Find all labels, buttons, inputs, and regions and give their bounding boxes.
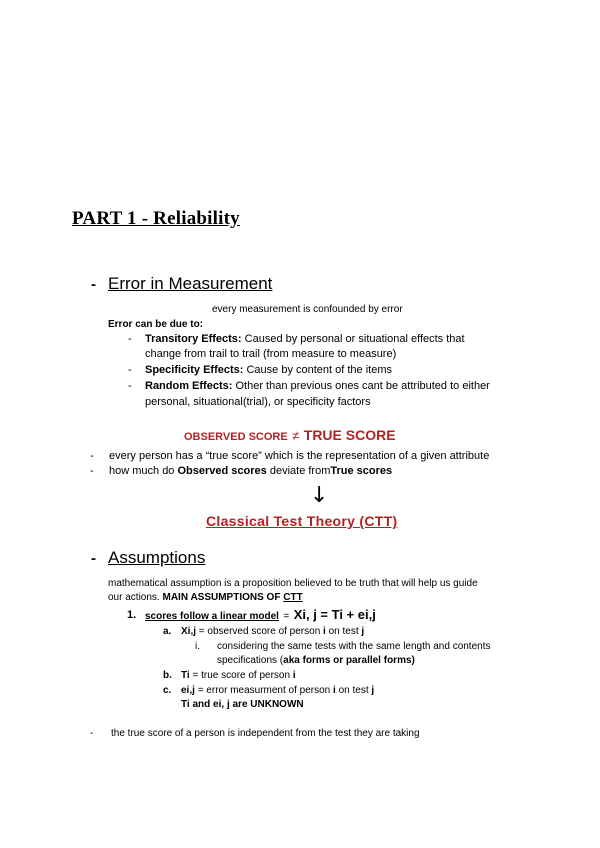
- deviation-pre: how much do: [109, 465, 175, 477]
- observed-vs-true: [184, 427, 396, 445]
- sub-i-text2: specifications (: [217, 655, 284, 666]
- confounded-text: every measurement is confounded by error: [212, 304, 403, 315]
- not-equal-symbol: ≠: [292, 428, 300, 443]
- sub-c-text1: = error measurment of person: [197, 685, 331, 696]
- page-title: PART 1 - Reliability: [72, 208, 240, 229]
- assumption-number: 1.: [127, 609, 137, 621]
- intro-ctt: CTT: [283, 592, 303, 603]
- true-scores-bold: True scores: [330, 465, 393, 477]
- ctt-heading: [192, 513, 397, 529]
- sub-c-label: c.: [163, 685, 172, 696]
- deviation-mid: deviate from: [269, 465, 331, 477]
- sub-a: [181, 626, 364, 637]
- section-heading-error: Error in Measurement: [108, 274, 273, 293]
- sub-c-term: ei,j: [181, 685, 195, 696]
- term-specificity: Specificity Effects:: [145, 364, 244, 376]
- desc-specificity: Cause by content of the items: [246, 364, 393, 376]
- section-dash: -: [91, 550, 96, 567]
- sub-c-j: j: [371, 685, 375, 696]
- true-score-label: TRUE SCORE: [303, 427, 396, 443]
- section-heading-assumptions: Assumptions: [108, 548, 206, 567]
- section-dash: -: [91, 276, 96, 293]
- desc-transitory: Caused by personal or situational effects that: [244, 333, 465, 345]
- down-arrow-icon: ↓: [310, 483, 329, 508]
- sub-c: [181, 685, 374, 696]
- sub-a-text1: = observed score of person: [198, 626, 321, 637]
- sub-b-term: Ti: [181, 670, 190, 681]
- sub-a-i: i: [323, 626, 326, 637]
- term-transitory: Transitory Effects:: [145, 333, 242, 345]
- list-dash: -: [128, 364, 132, 376]
- sub-c-i: i: [333, 685, 336, 696]
- due-to-label: Error can be due to:: [108, 319, 204, 330]
- linear-model-text: scores follow a linear model: [145, 611, 279, 622]
- true-score-note: every person has a “true score” which is the representation of a given attribute: [109, 450, 490, 462]
- assumption-1: [145, 606, 376, 624]
- independence-note: the true score of a person is independent from the test they are taking: [111, 728, 420, 739]
- desc-transitory-2: change from trail to trail (from measure to measure): [145, 348, 397, 360]
- intro-line-2: [108, 592, 303, 603]
- sub-a-j: j: [361, 626, 365, 637]
- bullet-dash: -: [90, 728, 94, 739]
- intro-bold: MAIN ASSUMPTIONS OF: [162, 592, 281, 603]
- sub-i-line2: [217, 655, 415, 666]
- desc-random-2: personal, situational(trial), or specificity factors: [145, 396, 371, 408]
- deviation-note: [109, 465, 392, 477]
- sub-i-label: i.: [195, 641, 200, 652]
- observed-score-label: OBSERVED SCORE: [184, 431, 288, 443]
- unknown-note: Ti and ei, j are UNKNOWN: [181, 699, 304, 710]
- list-dash: -: [128, 380, 132, 392]
- desc-random: Other than previous ones cant be attributed to either: [235, 380, 490, 392]
- term-random: Random Effects:: [145, 380, 233, 392]
- list-item-specificity: [145, 364, 392, 376]
- sub-c-text2: on test: [338, 685, 369, 696]
- intro-plain: our actions.: [108, 592, 160, 603]
- bullet-dash: -: [90, 465, 94, 477]
- intro-line-1: mathematical assumption is a proposition believed to be truth that will help us guide: [108, 578, 478, 589]
- sub-a-text2: on test: [328, 626, 359, 637]
- sub-i-text1: considering the same tests with the same length and contents: [217, 641, 491, 652]
- ctt-title: Classical Test Theory (CTT): [206, 513, 398, 529]
- observed-scores-bold: Observed scores: [177, 465, 267, 477]
- linear-equation: Xi, j = Ti + ei,j: [293, 607, 376, 622]
- sub-b: [181, 670, 296, 681]
- list-dash: -: [128, 333, 132, 345]
- sub-b-text: = true score of person: [192, 670, 291, 681]
- bullet-dash: -: [90, 450, 94, 462]
- sub-b-label: b.: [163, 670, 172, 681]
- sub-a-term: Xi,j: [181, 626, 197, 637]
- sub-a-label: a.: [163, 626, 172, 637]
- list-item-random: [145, 380, 490, 392]
- sub-b-i: i: [292, 670, 296, 681]
- sub-i-bold: aka forms or parallel forms): [283, 655, 415, 666]
- list-item-transitory: [145, 333, 465, 345]
- equals-sign: =: [283, 611, 290, 622]
